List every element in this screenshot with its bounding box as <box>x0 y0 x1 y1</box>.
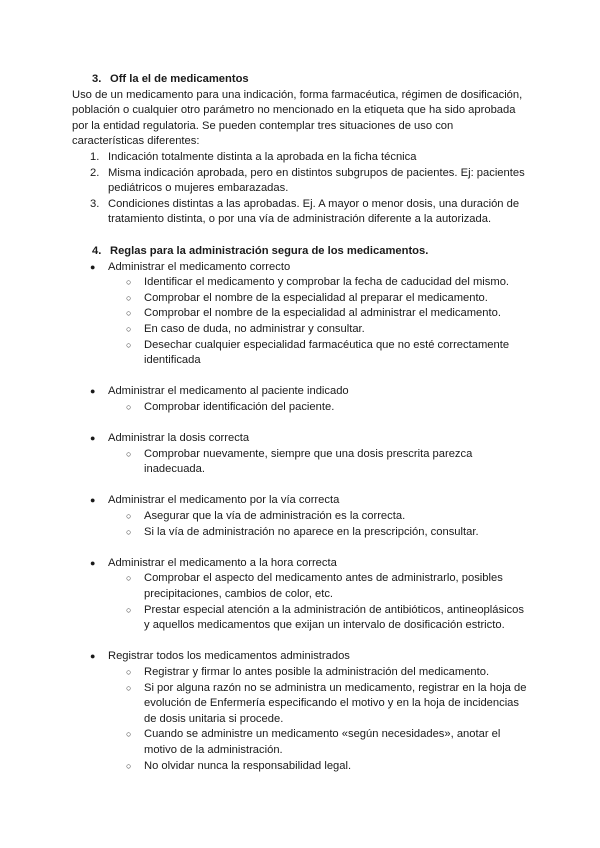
bullet-icon: ● <box>90 433 96 444</box>
sub-item <box>72 306 528 322</box>
sub-item <box>72 447 528 478</box>
circle-bullet-icon: ○ <box>126 277 132 288</box>
spacer <box>72 228 528 244</box>
sub-item <box>72 759 528 775</box>
rule-item <box>72 493 528 509</box>
list-item <box>72 197 528 228</box>
sub-item <box>72 525 528 541</box>
spacer <box>72 369 528 385</box>
list-item-text: Condiciones distintas a las aprobadas. Ej. A mayor o menor dosis, una duración de tratamiento distinta, o por una vía de administración diferente a la autorizada. <box>108 197 520 226</box>
section-3-title: Off la el de medicamentos <box>110 73 249 85</box>
sub-item-text: Si por alguna razón no se administra un medicamento, registrar en la hoja de evolución de Enfermería especificando el motivo y en la hoja de incidencias de dosis unitaria si procede. <box>144 681 527 725</box>
spacer <box>72 415 528 431</box>
rule-item <box>72 431 528 447</box>
rule-item <box>72 384 528 400</box>
list-item-number: 2. <box>90 166 100 179</box>
sub-item <box>72 400 528 416</box>
circle-bullet-icon: ○ <box>126 292 132 303</box>
list-item <box>72 150 528 166</box>
bullet-icon: ● <box>90 386 96 397</box>
sub-item-text: Comprobar nuevamente, siempre que una dosis prescrita parezca inadecuada. <box>144 447 473 476</box>
circle-bullet-icon: ○ <box>126 729 132 740</box>
sub-item <box>72 665 528 681</box>
section-4-number: 4. <box>92 244 102 257</box>
rule-title: Administrar el medicamento correcto <box>108 260 291 273</box>
circle-bullet-icon: ○ <box>126 323 132 334</box>
section-3-heading <box>72 72 528 88</box>
rule-title: Registrar todos los medicamentos administrados <box>108 650 350 663</box>
spacer <box>72 634 528 650</box>
circle-bullet-icon: ○ <box>126 308 132 319</box>
list-item-number: 1. <box>90 150 100 163</box>
section-4-title: Reglas para la administración segura de los medicamentos. <box>110 244 429 257</box>
rule-title: Administrar el medicamento al paciente indicado <box>108 385 349 398</box>
sub-item-text: Desechar cualquier especialidad farmacéutica que no esté correctamente identificada <box>144 338 510 367</box>
sub-item <box>72 681 528 728</box>
circle-bullet-icon: ○ <box>126 573 132 584</box>
spacer <box>72 478 528 494</box>
circle-bullet-icon: ○ <box>126 760 132 771</box>
rule-item <box>72 260 528 276</box>
document-content <box>72 72 528 774</box>
sub-item-text: En caso de duda, no administrar y consultar. <box>144 322 365 335</box>
list-item-number: 3. <box>90 197 100 210</box>
rule-title: Administrar el medicamento a la hora correcta <box>108 556 337 569</box>
sub-item <box>72 571 528 602</box>
rule-item <box>72 556 528 572</box>
sub-item-text: Registrar y firmar lo antes posible la administración del medicamento. <box>144 665 490 678</box>
section-4-heading <box>72 244 528 260</box>
sub-item-text: Comprobar el nombre de la especialidad al preparar el medicamento. <box>144 291 488 304</box>
sub-item <box>72 509 528 525</box>
circle-bullet-icon: ○ <box>126 401 132 412</box>
sub-item <box>72 727 528 758</box>
sub-item-text: Si la vía de administración no aparece en la prescripción, consultar. <box>144 525 479 538</box>
circle-bullet-icon: ○ <box>126 339 132 350</box>
sub-item-text: Comprobar el nombre de la especialidad al administrar el medicamento. <box>144 307 501 320</box>
section-3-number: 3. <box>92 73 102 85</box>
circle-bullet-icon: ○ <box>126 526 132 537</box>
sub-item <box>72 338 528 369</box>
sub-item-text: Identificar el medicamento y comprobar la fecha de caducidad del mismo. <box>144 276 510 289</box>
circle-bullet-icon: ○ <box>126 511 132 522</box>
sub-item-text: No olvidar nunca la responsabilidad legal. <box>144 759 352 772</box>
sub-item <box>72 322 528 338</box>
circle-bullet-icon: ○ <box>126 604 132 615</box>
circle-bullet-icon: ○ <box>126 448 132 459</box>
sub-item-text: Comprobar el aspecto del medicamento antes de administrarlo, posibles precipitaciones, cambios de color, etc. <box>144 572 503 600</box>
sub-item <box>72 603 528 634</box>
circle-bullet-icon: ○ <box>126 682 132 693</box>
rule-title: Administrar el medicamento por la vía correcta <box>108 494 340 507</box>
bullet-icon: ● <box>90 557 96 568</box>
rule-item <box>72 649 528 665</box>
rule-title: Administrar la dosis correcta <box>108 432 250 445</box>
bullet-icon: ● <box>90 651 96 662</box>
bullet-icon: ● <box>90 495 96 506</box>
sub-item <box>72 291 528 307</box>
section-3-list <box>72 150 528 228</box>
sub-item-text: Comprobar identificación del paciente. <box>144 400 335 413</box>
list-item <box>72 166 528 197</box>
spacer <box>72 540 528 556</box>
list-item-text: Misma indicación aprobada, pero en distintos subgrupos de pacientes. Ej: pacientes pediátricos o mujeres embarazadas. <box>108 166 525 195</box>
sub-item-text: Cuando se administre un medicamento «según necesidades», anotar el motivo de la administración. <box>144 728 501 756</box>
sub-item-text: Asegurar que la vía de administración es la correcta. <box>144 510 406 523</box>
list-item-text: Indicación totalmente distinta a la aprobada en la ficha técnica <box>108 150 417 163</box>
sub-item-text: Prestar especial atención a la administración de antibióticos, antineoplásicos y aquellos medicamentos que exijan un intervalo de dosificación estricto. <box>144 603 524 632</box>
circle-bullet-icon: ○ <box>126 666 132 677</box>
bullet-icon: ● <box>90 261 96 272</box>
sub-item <box>72 275 528 291</box>
section-3-intro: Uso de un medicamento para una indicación, forma farmacéutica, régimen de dosificación, población o cualquier otro parámetro no mencionado en la etiqueta que ha sido aprobada por la entidad regulatoria. Se pueden contemplar tres situaciones de uso con características diferentes: <box>72 88 523 148</box>
